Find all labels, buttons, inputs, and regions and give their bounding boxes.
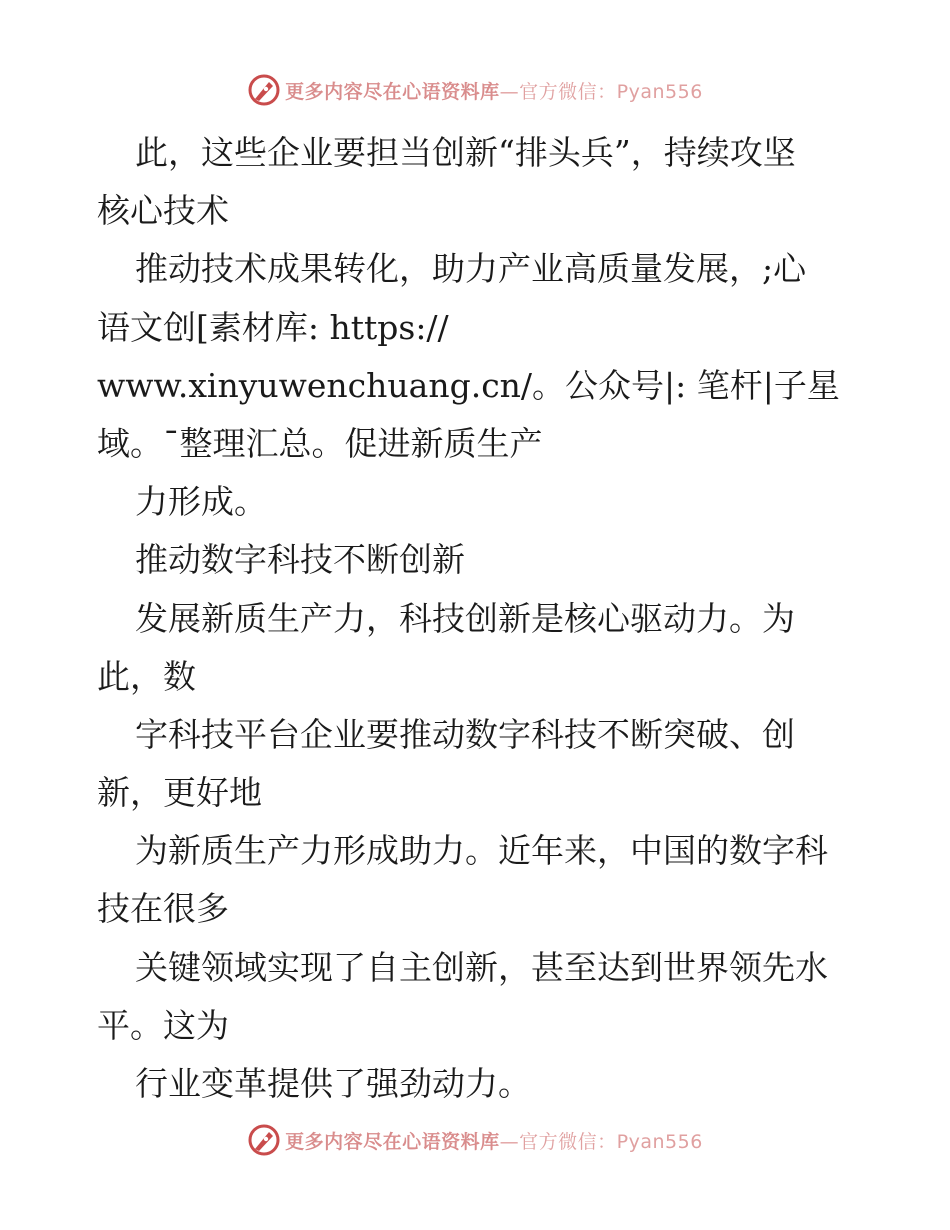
watermark-text: 更多内容尽在心语资料库—官方微信：Pyan556 xyxy=(285,80,703,103)
text-line: 字科技平台企业要推动数字科技不断突破、创 xyxy=(135,714,795,754)
fountain-pen-nib-icon xyxy=(247,73,281,107)
text-line: 技在很多 xyxy=(97,889,229,929)
text-line: 域。¯整理汇总。促进新质生产 xyxy=(97,423,543,463)
watermark-text: 更多内容尽在心语资料库—官方微信：Pyan556 xyxy=(285,1130,703,1153)
text-line: 力形成。 xyxy=(135,482,267,522)
header-watermark xyxy=(0,70,950,110)
text-line: 推动技术成果转化，助力产业高质量发展，;心 xyxy=(135,249,807,289)
text-line: 发展新质生产力，科技创新是核心驱动力。为 xyxy=(135,598,795,638)
text-line: 平。这为 xyxy=(97,1005,229,1045)
text-line: 为新质生产力形成助力。近年来，中国的数字科 xyxy=(135,831,828,871)
text-line: 语文创[素材库: https:// xyxy=(97,307,449,347)
text-line: 此，这些企业要担当创新“排头兵”，持续攻坚 xyxy=(135,133,796,172)
document-body xyxy=(97,124,857,1113)
fountain-pen-nib-icon xyxy=(247,1123,281,1157)
text-line: 此，数 xyxy=(97,656,196,696)
section-heading: 推动数字科技不断创新 xyxy=(135,540,465,580)
text-line: 行业变革提供了强劲动力。 xyxy=(135,1064,531,1103)
text-line: 关键领域实现了自主创新，甚至达到世界领先水 xyxy=(135,947,828,987)
text-line: www.xinyuwenchuang.cn/。公众号|: 笔杆|子星 xyxy=(97,365,840,405)
text-line: 新，更好地 xyxy=(97,773,262,813)
footer-watermark xyxy=(0,1120,950,1160)
text-line: 核心技术 xyxy=(97,191,229,231)
